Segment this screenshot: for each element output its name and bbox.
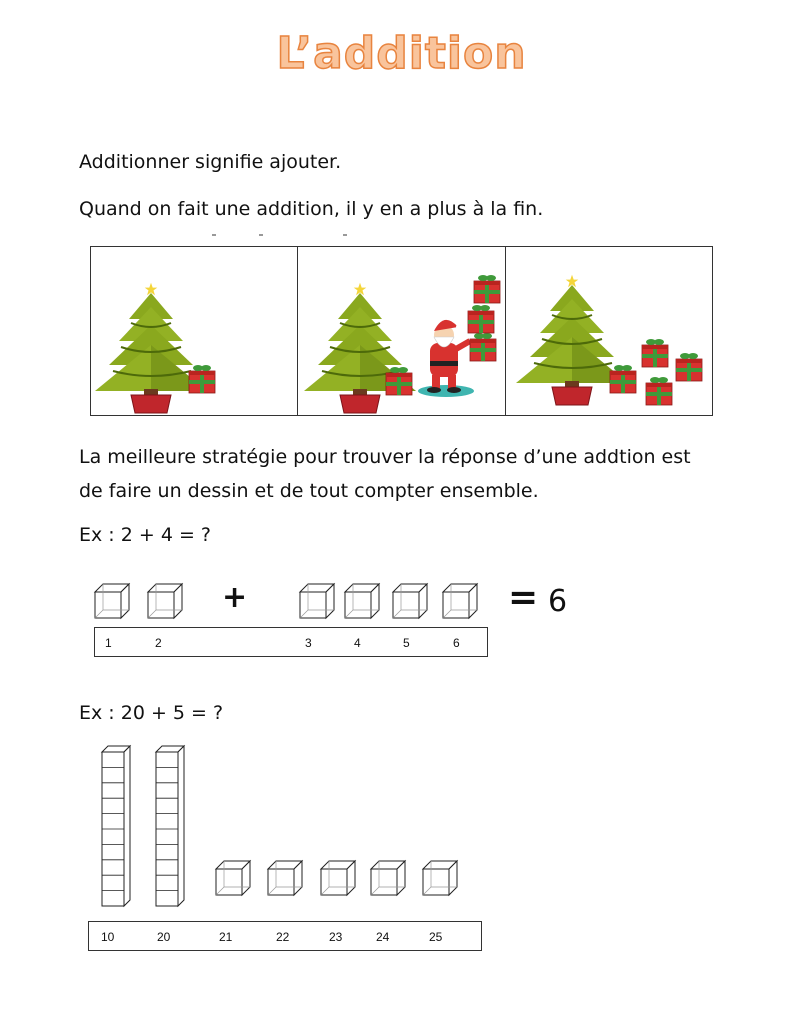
plus-sign: + bbox=[222, 580, 248, 615]
equals-sign: = bbox=[508, 577, 539, 618]
count-label: 4 bbox=[354, 636, 361, 650]
gift-icon bbox=[470, 333, 496, 361]
definition-text: Additionner signifie ajouter. bbox=[79, 151, 342, 173]
cube-icon bbox=[371, 861, 405, 895]
cube-icon bbox=[443, 584, 477, 618]
cube-icon bbox=[300, 584, 334, 618]
count-label: 23 bbox=[329, 930, 343, 944]
count-label: 21 bbox=[219, 930, 233, 944]
gift-icon bbox=[189, 365, 215, 393]
count-label: 24 bbox=[376, 930, 390, 944]
gift-icon bbox=[610, 365, 636, 393]
example2-label: Ex : 20 + 5 = ? bbox=[79, 702, 224, 724]
count-label: 10 bbox=[101, 930, 115, 944]
cube-icon bbox=[393, 584, 427, 618]
count-label: 2 bbox=[155, 636, 162, 650]
strategy-text-line1: La meilleure stratégie pour trouver la réponse d’une addtion est bbox=[79, 446, 691, 468]
example1-label: Ex : 2 + 4 = ? bbox=[79, 524, 211, 546]
count-label: 1 bbox=[105, 636, 112, 650]
cube-icon bbox=[216, 861, 250, 895]
count-label: 6 bbox=[453, 636, 460, 650]
count-label: 22 bbox=[276, 930, 290, 944]
example2-blocks bbox=[96, 740, 476, 910]
strategy-text-line2: de faire un dessin et de tout compter ensemble. bbox=[79, 480, 539, 502]
cube-icon bbox=[268, 861, 302, 895]
gift-icon bbox=[474, 275, 500, 303]
cube-icon bbox=[95, 584, 129, 618]
cube-icon bbox=[345, 584, 379, 618]
santa-claus-icon bbox=[418, 320, 474, 397]
ten-rod-icon bbox=[156, 746, 184, 906]
gift-icon bbox=[676, 353, 702, 381]
explanation-text: Quand on fait une addition, il y en a plus à la fin. bbox=[79, 198, 544, 220]
example1-cubes bbox=[90, 580, 490, 624]
count-label: 25 bbox=[429, 930, 443, 944]
ten-rod-icon bbox=[102, 746, 130, 906]
illustration-strip bbox=[90, 246, 713, 416]
count-label: 5 bbox=[403, 636, 410, 650]
count-label: 20 bbox=[157, 930, 171, 944]
example1-result: 6 bbox=[548, 584, 568, 619]
christmas-tree-icon bbox=[95, 283, 207, 413]
illustration-panel-after bbox=[506, 247, 712, 415]
gift-icon bbox=[642, 339, 668, 367]
example1-number-line bbox=[94, 627, 488, 657]
example2-number-line bbox=[88, 921, 482, 951]
count-label: 3 bbox=[305, 636, 312, 650]
gift-icon bbox=[646, 377, 672, 405]
gift-icon bbox=[468, 305, 494, 333]
illustration-panel-before bbox=[91, 247, 298, 415]
cube-icon bbox=[148, 584, 182, 618]
illustration-panel-adding bbox=[298, 247, 505, 415]
page-title: L’addition bbox=[276, 28, 527, 79]
cube-icon bbox=[321, 861, 355, 895]
cube-icon bbox=[423, 861, 457, 895]
